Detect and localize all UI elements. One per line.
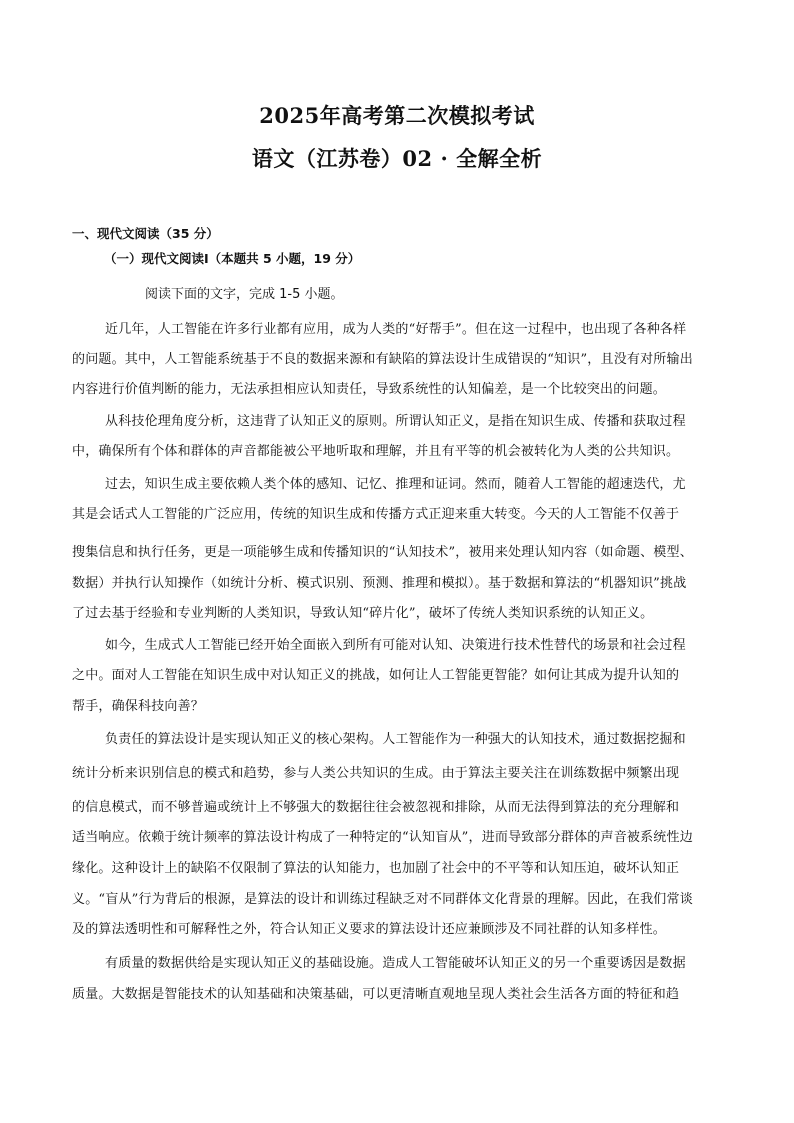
body-line: 质量。大数据是智能技术的认知基础和决策基础，可以更清晰直观地呈现人类社会生活各方面的特征和趋 <box>72 987 680 1002</box>
body-line: 负责任的算法设计是实现认知正义的核心架构。人工智能作为一种强大的认知技术，通过数据挖掘和 <box>105 732 686 747</box>
body-line: 的问题。其中，人工智能系统基于不良的数据来源和有缺陷的算法设计生成错误的“知识”，且没有对所输出 <box>72 352 693 367</box>
body-line: 适当响应。依赖于统计频率的算法设计构成了一种特定的“认知盲从”，进而导致部分群体的声音被系统性边 <box>72 830 693 845</box>
body-line: 从科技伦理角度分析，这违背了认知正义的原则。所谓认知正义，是指在知识生成、传播和获取过程 <box>105 414 686 429</box>
body-line: 的信息模式，而不够普遍或统计上不够强大的数据往往会被忽视和排除，从而无法得到算法的充分理解和 <box>72 800 680 815</box>
reading-instruction: 阅读下面的文字，完成 1-5 小题。 <box>145 287 344 302</box>
document-title: 2025年高考第二次模拟考试 <box>259 103 535 128</box>
body-line: 内容进行价值判断的能力，无法承担相应认知责任，导致系统性的认知偏差，是一个比较突出的问题。 <box>72 382 667 397</box>
body-line: 统计分析来识别信息的模式和趋势，参与人类公共知识的生成。由于算法主要关注在训练数据中频繁出现 <box>72 766 680 781</box>
body-line: 有质量的数据供给是实现认知正义的基础设施。造成人工智能破坏认知正义的另一个重要诱因是数据 <box>105 956 686 971</box>
body-line: 义。“盲从”行为背后的根源，是算法的设计和训练过程缺乏对不同群体文化背景的理解。因此，在我们常谈 <box>72 892 693 907</box>
body-line: 近几年，人工智能在许多行业都有应用，成为人类的“好帮手”。但在这一过程中，也出现了各种各样 <box>105 322 687 337</box>
body-line: 及的算法透明性和可解释性之外，符合认知正义要求的算法设计还应兼顾涉及不同社群的认知多样性。 <box>72 922 667 937</box>
body-line: 之中。面对人工智能在知识生成中对认知正义的挑战，如何让人工智能更智能？如何让其成为提升认知的 <box>72 668 680 683</box>
body-line: 了过去基于经验和专业判断的人类知识，导致认知“碎片化”，破坏了传统人类知识系统的认知正义。 <box>72 606 654 621</box>
body-line: 数据）并执行认知操作（如统计分析、模式识别、预测、推理和模拟）。基于数据和算法的“机器知识”挑战 <box>72 576 687 591</box>
document-subtitle: 语文（江苏卷）02 · 全解全析 <box>251 146 543 171</box>
body-line: 帮手，确保科技向善？ <box>72 699 205 714</box>
section-heading: 一、现代文阅读（35 分） <box>72 226 219 241</box>
body-line: 如今，生成式人工智能已经开始全面嵌入到所有可能对认知、决策进行技术性替代的场景和社会过程 <box>105 638 686 653</box>
body-line: 中，确保所有个体和群体的声音都能被公平地听取和理解，并且有平等的机会被转化为人类的公共知识。 <box>72 444 680 459</box>
subsection-heading: （一）现代文阅读Ⅰ（本题共 5 小题，19 分） <box>104 251 361 266</box>
body-line: 其是会话式人工智能的广泛应用，传统的知识生成和传播方式正迎来重大转变。今天的人工智能不仅善于 <box>72 507 680 522</box>
body-line: 缘化。这种设计上的缺陷不仅限制了算法的认知能力，也加剧了社会中的不平等和认知压迫，破坏认知正 <box>72 861 680 876</box>
body-line: 搜集信息和执行任务，更是一项能够生成和传播知识的“认知技术”，被用来处理认知内容（如命题、模型、 <box>72 545 693 560</box>
body-line: 过去，知识生成主要依赖人类个体的感知、记忆、推理和证词。然而，随着人工智能的超速迭代，尤 <box>105 477 686 492</box>
